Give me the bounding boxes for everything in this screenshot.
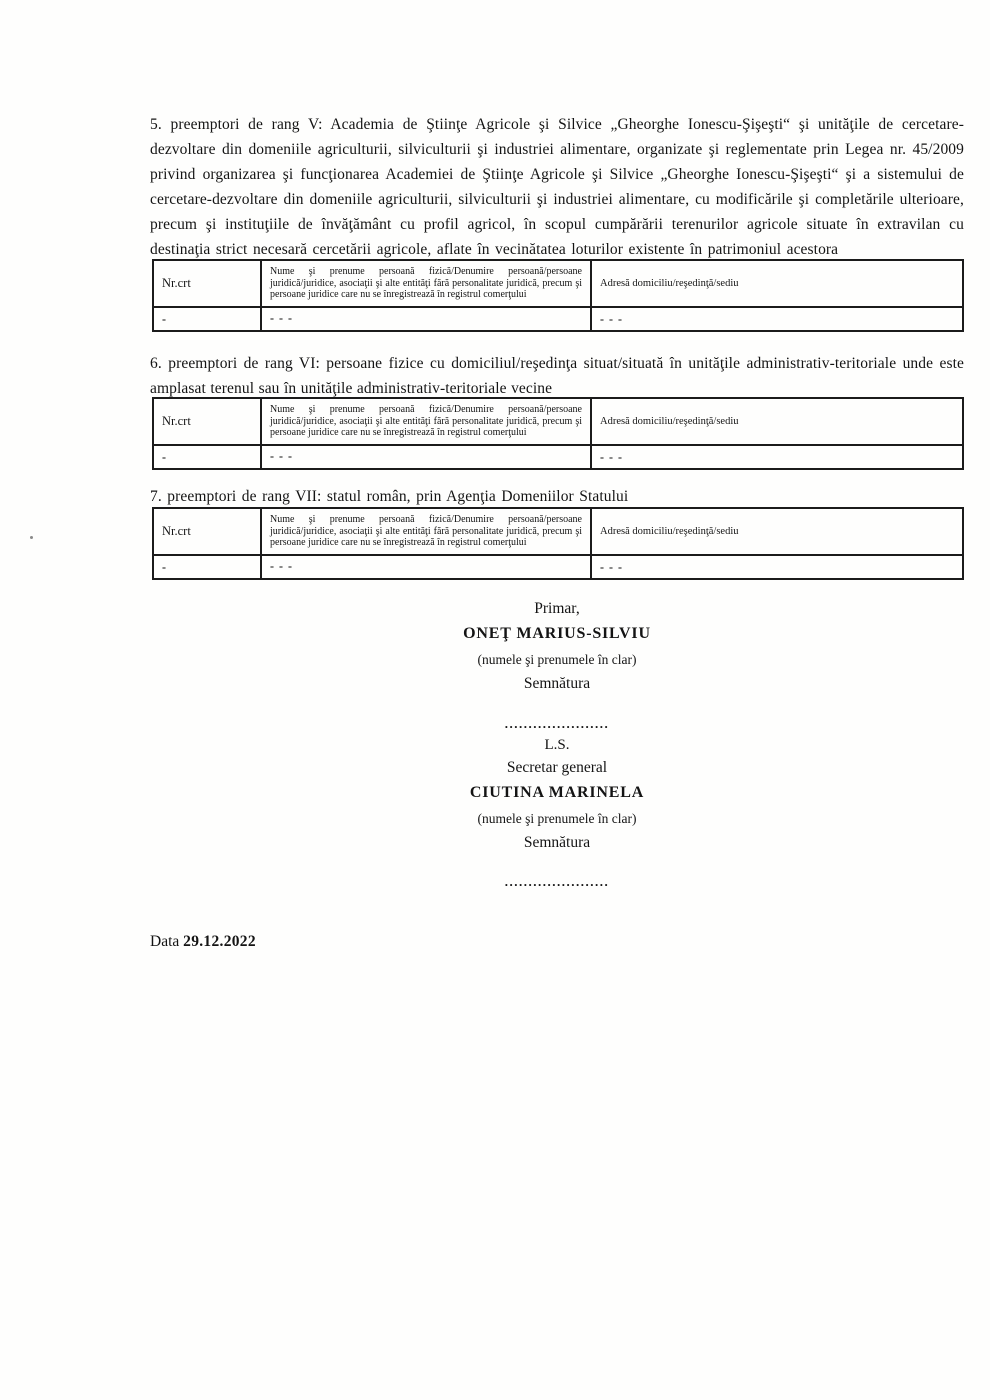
date-line <box>150 933 256 951</box>
table-header-row <box>153 260 963 307</box>
col-header-nrcrt: Nr.crt <box>153 260 261 307</box>
signature-name-secretar: CIUTINA MARINELA <box>469 784 645 801</box>
cell-address: - - - <box>591 445 963 469</box>
cell-name: - - - <box>261 555 591 579</box>
preemptor-table-rang-5 <box>152 259 964 332</box>
col-header-name: Nume şi prenume persoană fizică/Denumire persoană/persoane juridică/juridice, asociaţii şi alte entităţi fără personalitate juridică, precum şi persoane juridice care nu se înregistrează în registrul comerţului <box>261 398 591 445</box>
signature-role-secretar: Secretar general <box>506 759 608 776</box>
signature-block-secretar <box>150 714 964 854</box>
date-value: 29.12.2022 <box>183 933 256 950</box>
col-header-address: Adresă domiciliu/reşedinţă/sediu <box>591 508 963 555</box>
preemptor-table-rang-7 <box>152 507 964 580</box>
cell-nrcrt: - <box>153 307 261 331</box>
cell-address: - - - <box>591 307 963 331</box>
col-header-address: Adresă domiciliu/reşedinţă/sediu <box>591 260 963 307</box>
signature-dotted-line: ...................... <box>504 716 610 731</box>
col-header-nrcrt: Nr.crt <box>153 398 261 445</box>
signature-note-primar: (numele şi prenumele în clar) <box>477 652 637 667</box>
table-row <box>153 307 963 331</box>
table-row <box>153 445 963 469</box>
ls-stamp-label: L.S. <box>544 737 570 753</box>
table-header-row <box>153 508 963 555</box>
col-header-nrcrt: Nr.crt <box>153 508 261 555</box>
signature-name-primar: ONEŢ MARIUS-SILVIU <box>463 625 651 642</box>
paragraph-rang-6: 6. preemptori de rang VI: persoane fizice cu domiciliul/reşedinţa situat/situată în unităţile administrativ-teritoriale unde este amplasat terenul sau în unităţile administrativ-teritoriale vecine <box>150 355 964 397</box>
cell-nrcrt: - <box>153 555 261 579</box>
cell-name: - - - <box>261 445 591 469</box>
table-header-row <box>153 398 963 445</box>
col-header-name: Nume şi prenume persoană fizică/Denumire persoană/persoane juridică/juridice, asociaţii şi alte entităţi fără personalitate juridică, precum şi persoane juridice care nu se înregistrează în registrul comerţului <box>261 508 591 555</box>
table-row <box>153 555 963 579</box>
cell-name: - - - <box>261 307 591 331</box>
signature-label-primar: Semnătura <box>523 675 591 692</box>
preemptor-table-rang-6 <box>152 397 964 470</box>
cell-address: - - - <box>591 555 963 579</box>
col-header-name: Nume şi prenume persoană fizică/Denumire persoană/persoane juridică/juridice, asociaţii şi alte entităţi fără personalitate juridică, precum şi persoane juridice care nu se înregistrează în registrul comerţului <box>261 260 591 307</box>
cell-nrcrt: - <box>153 445 261 469</box>
scan-artifact-dot <box>30 536 33 539</box>
col-header-address: Adresă domiciliu/reşedinţă/sediu <box>591 398 963 445</box>
paragraph-rang-7: 7. preemptori de rang VII: statul român, prin Agenţia Domeniilor Statului <box>150 488 629 505</box>
signature-label-secretar: Semnătura <box>523 834 591 851</box>
paragraph-rang-5: 5. preemptori de rang V: Academia de Ştiinţe Agricole şi Silvice „Gheorghe Ionescu-Şişeşti“ şi unităţile de cercetare-dezvoltare din domeniile agriculturii, silviculturii şi industriei alimentare, organizate şi reglementate prin Legea nr. 45/2009 privind organizarea şi funcţionarea Academiei de Ştiinţe Agricole şi Silvice „Gheorghe Ionescu-Şişeşti“ şi a sistemului de cercetare-dezvoltare din domeniile agriculturii, silviculturii şi industriei alimentare, cu modificările şi completările ulterioare, precum şi instituţiile de învăţământ cu profil agricol, în scopul cumpărării terenurilor agricole situate în extravilan cu destinaţia strict necesară cercetării agricole, aflate în vecinătatea loturilor existente în patrimoniul acestora <box>150 116 964 258</box>
footer-dotted-line: ...................... <box>504 874 610 889</box>
date-label: Data <box>150 933 180 950</box>
signature-block-primar <box>150 597 964 695</box>
signature-note-secretar: (numele şi prenumele în clar) <box>477 811 637 826</box>
signature-role-primar: Primar, <box>534 600 580 617</box>
